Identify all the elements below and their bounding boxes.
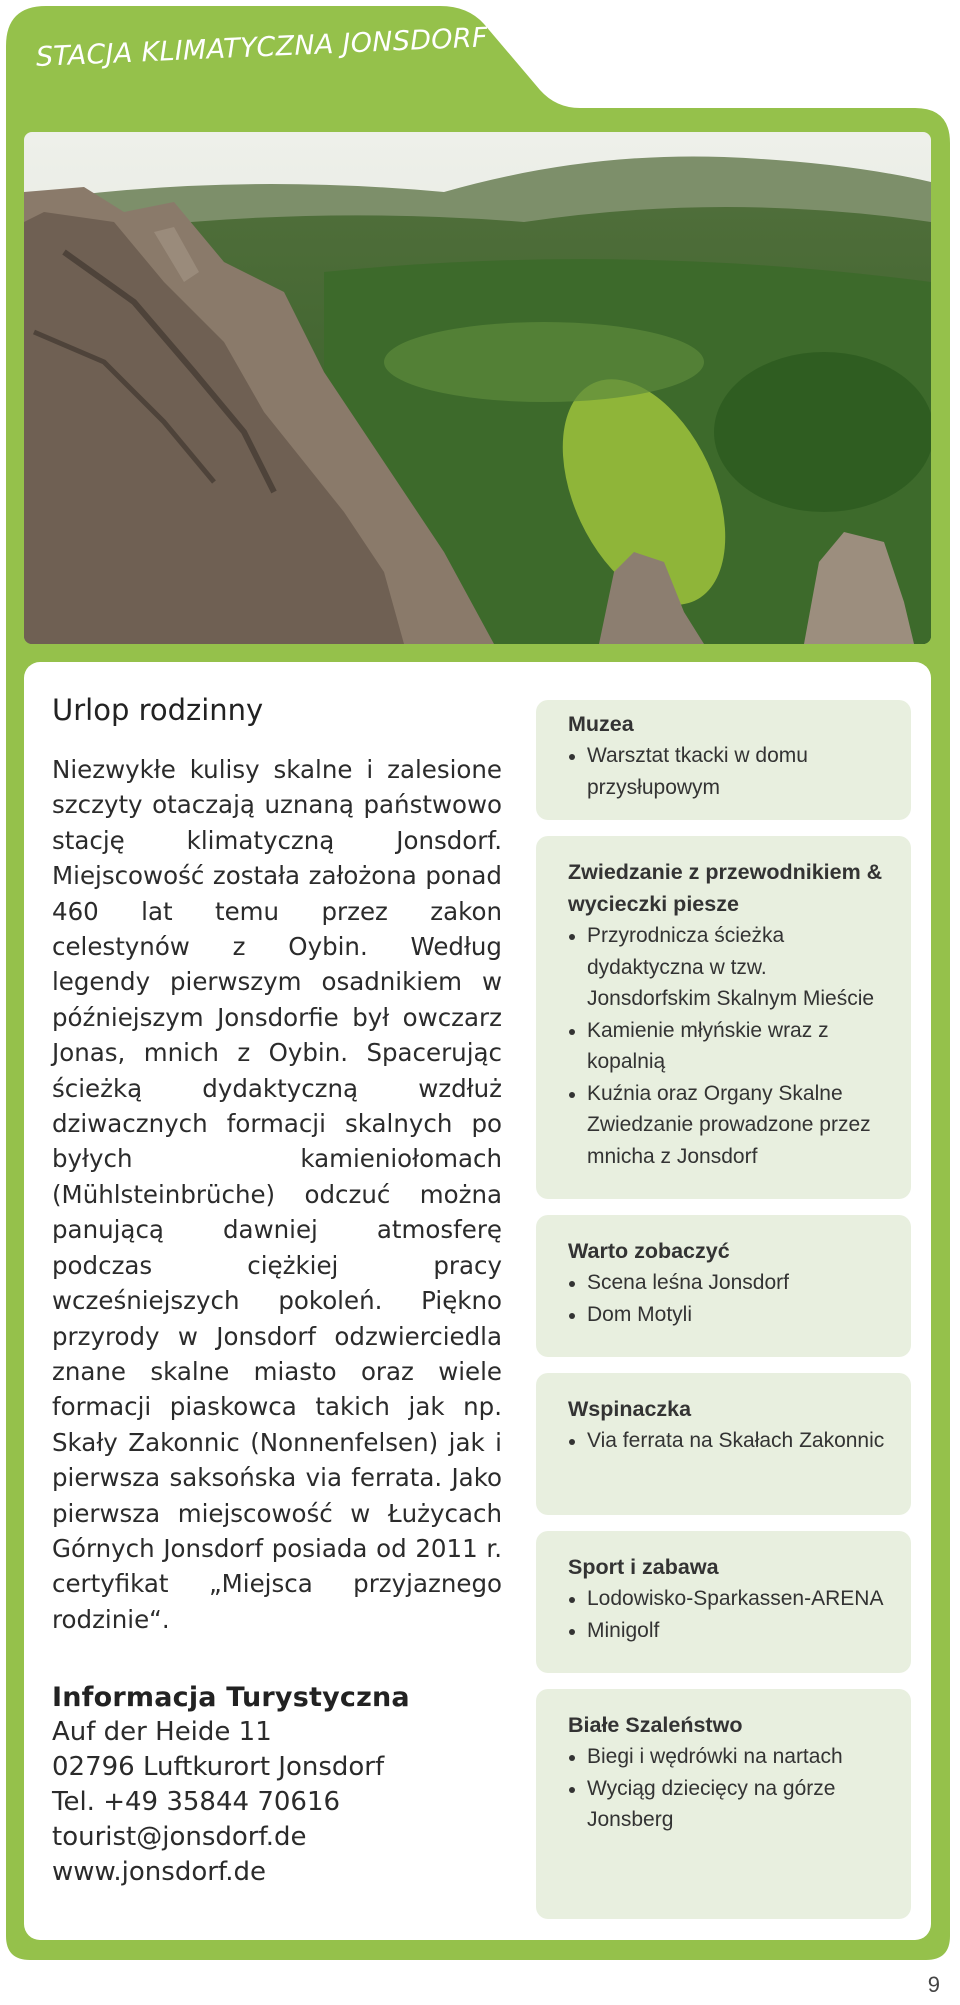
info-website[interactable]: www.jonsdorf.de xyxy=(52,1857,266,1887)
box-title: Białe Szaleństwo xyxy=(568,1713,743,1737)
box-title: Warto zobaczyć xyxy=(568,1239,730,1263)
list-item: Via ferrata na Skałach Zakonnic xyxy=(568,1425,891,1457)
list-item: Dom Motyli xyxy=(568,1299,891,1331)
info-email[interactable]: tourist@jonsdorf.de xyxy=(52,1822,307,1852)
box-sport xyxy=(536,1531,911,1673)
info-title: Informacja Turystyczna xyxy=(52,1682,410,1713)
list-item: Scena leśna Jonsdorf xyxy=(568,1267,891,1299)
landscape-photo xyxy=(24,132,931,644)
list-item: Przyrodnicza ścieżka dydaktyczna w tzw. Jonsdorfskim Skalnym Mieście xyxy=(568,920,891,1015)
main-article xyxy=(52,690,502,1637)
sidebar xyxy=(536,700,911,1935)
list-item: Wyciąg dziecięcy na górze Jonsberg xyxy=(568,1773,891,1836)
list-item: Kuźnia oraz Organy Skalne Zwiedzanie prowadzone przez mnicha z Jonsdorf xyxy=(568,1078,891,1173)
section-title: Urlop rodzinny xyxy=(52,693,264,727)
box-title: Sport i zabawa xyxy=(568,1555,719,1579)
tourist-info xyxy=(52,1680,502,1890)
page-number: 9 xyxy=(927,1972,940,1997)
box-worth-seeing xyxy=(536,1215,911,1357)
box-title: Muzea xyxy=(568,712,634,736)
info-postcode: 02796 Luftkurort Jonsdorf xyxy=(52,1752,385,1782)
header-title: STACJA KLIMATYCZNA JONSDORF xyxy=(35,22,489,73)
list-item: Minigolf xyxy=(568,1615,891,1647)
list-item: Warsztat tkacki w domu przysłupowym xyxy=(568,740,891,803)
box-museums xyxy=(536,700,911,820)
list-item: Kamienie młyńskie wraz z kopalnią xyxy=(568,1015,891,1078)
list-item: Lodowisko-Sparkassen-ARENA xyxy=(568,1583,891,1615)
box-title: Wspinaczka xyxy=(568,1397,692,1421)
list-item: Biegi i wędrówki na nartach xyxy=(568,1741,891,1773)
box-winter xyxy=(536,1689,911,1919)
box-guided-tours xyxy=(536,836,911,1199)
info-phone: Tel. +49 35844 70616 xyxy=(52,1787,341,1817)
box-title: Zwiedzanie z przewodnikiem & wycieczki piesze xyxy=(568,860,883,916)
box-climbing xyxy=(536,1373,911,1515)
info-address: Auf der Heide 11 xyxy=(52,1717,272,1747)
article-paragraph: Niezwykłe kulisy skalne i zalesione szczyty otaczają uznaną państwowo stację klimatyczną Jonsdorf. Miejscowość została założona ponad 460 lat temu przez zakon celestynów z Oybin. Według legendy pierwszym osadnikiem w późniejszym Jonsdorfie był owczarz Jonas, mnich z Oybin. Spacerując ścieżką dydaktyczną wzdłuż dziwacznych formacji skalnych po byłych kamieniołomach (Mühlsteinbrüche) odczuć można panującą dawniej atmosferę podczas ciężkiej pracy wcześniejszych pokoleń. Piękno przyrody w Jonsdorf odzwierciedla znane skalne miasto oraz wiele formacji piaskowca takich jak np. Skały Zakonnic (Nonnenfelsen) jak i pierwsza saksońska via ferrata. Jako pierwsza miejscowość w Łużycach Górnych Jonsdorf posiada od 2011 r. certyfikat „Miejsca przyjaznego rodzinie“. xyxy=(52,755,502,1634)
